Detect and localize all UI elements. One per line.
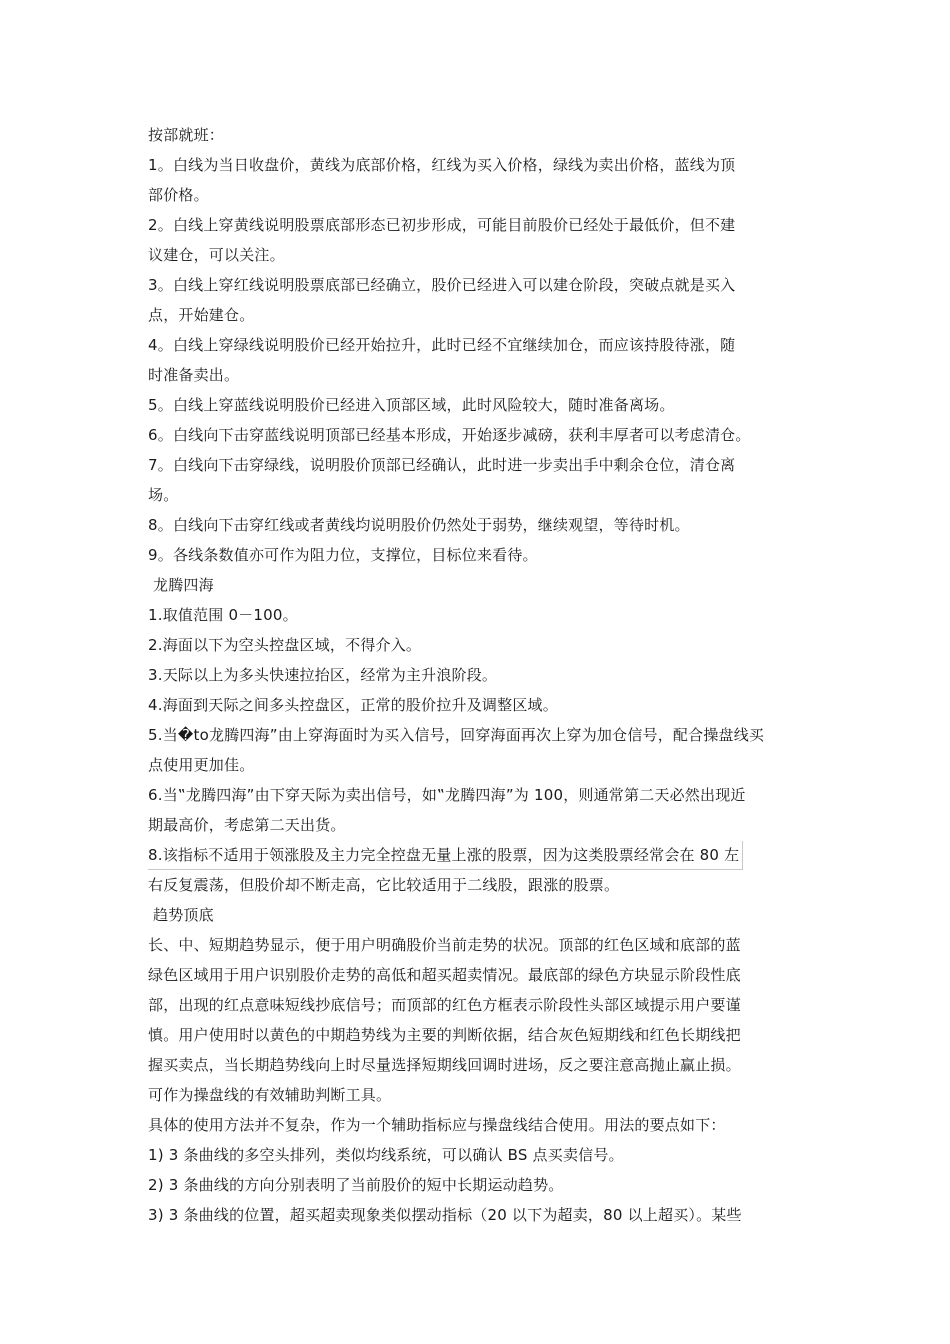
text-line: 7。白线向下击穿绿线，说明股价顶部已经确认，此时进一步卖出手中剩余仓位，清仓离 — [148, 456, 736, 474]
text-line: 部，出现的红点意味短线抄底信号；而顶部的红色方框表示阶段性头部区域提示用户要谨 — [148, 996, 741, 1014]
text-line: 3.天际以上为多头快速拉抬区，经常为主升浪阶段。 — [148, 666, 498, 684]
document-body — [148, 120, 808, 1230]
text-line: 8。白线向下击穿红线或者黄线均说明股价仍然处于弱势，继续观望，等待时机。 — [148, 516, 690, 534]
text-line: 点，开始建仓。 — [148, 306, 255, 324]
text-line: 5.当�to龙腾四海”由上穿海面时为买入信号，回穿海面再次上穿为加仓信号，配合操盘线买 — [148, 726, 765, 744]
text-line: 右反复震荡，但股价却不断走高，它比较适用于二线股，跟涨的股票。 — [148, 876, 620, 894]
text-line: 1。白线为当日收盘价，黄线为底部价格，红线为买入价格，绿线为卖出价格，蓝线为顶 — [148, 156, 736, 174]
boxed-text: 8.该指标不适用于领涨股及主力完全控盘无量上涨的股票，因为这类股票经常会在 80 左 — [148, 841, 743, 870]
text-line: 慎。用户使用时以黄色的中期趋势线为主要的判断依据，结合灰色短期线和红色长期线把 — [148, 1026, 741, 1044]
text-line: 长、中、短期趋势显示，便于用户明确股价当前走势的状况。顶部的红色区域和底部的蓝 — [148, 936, 741, 954]
text-line: 2) 3 条曲线的方向分别表明了当前股价的短中长期运动趋势。 — [148, 1176, 564, 1194]
text-line: 2.海面以下为空头控盘区域，不得介入。 — [148, 636, 422, 654]
text-line: 5。白线上穿蓝线说明股价已经进入顶部区域，此时风险较大，随时准备离场。 — [148, 396, 675, 414]
text-line: 1) 3 条曲线的多空头排列，类似均线系统，可以确认 BS 点买卖信号。 — [148, 1146, 624, 1164]
text-line: 议建仓，可以关注。 — [148, 246, 285, 264]
text-line: 3。白线上穿红线说明股票底部已经确立，股价已经进入可以建仓阶段，突破点就是买入 — [148, 276, 736, 294]
text-line: 握买卖点，当长期趋势线向上时尽量选择短期线回调时进场，反之要注意高抛止赢止损。 — [148, 1056, 741, 1074]
text-line: 9。各线条数值亦可作为阻力位，支撑位，目标位来看待。 — [148, 546, 538, 564]
text-line: 4.海面到天际之间多头控盘区，正常的股价拉升及调整区域。 — [148, 696, 558, 714]
text-line: 场。 — [148, 486, 179, 504]
text-line: 3) 3 条曲线的位置，超买超卖现象类似摆动指标（20 以下为超卖，80 以上超买）。某些 — [148, 1206, 742, 1224]
text-line: 期最高价，考虑第二天出货。 — [148, 816, 346, 834]
text-line: 1.取值范围 0－100。 — [148, 606, 298, 624]
text-line: 可作为操盘线的有效辅助判断工具。 — [148, 1086, 392, 1104]
text-line: 绿色区域用于用户识别股价走势的高低和超买超卖情况。最底部的绿色方块显示阶段性底 — [148, 966, 741, 984]
text-line: 6。白线向下击穿蓝线说明顶部已经基本形成，开始逐步减磅，获利丰厚者可以考虑清仓。 — [148, 426, 751, 444]
text-line: 具体的使用方法并不复杂，作为一个辅助指标应与操盘线结合使用。用法的要点如下： — [148, 1116, 726, 1134]
section-heading: 趋势顶底 — [153, 906, 214, 924]
text-line-boxed — [148, 840, 808, 870]
text-line: 2。白线上穿黄线说明股票底部形态已初步形成，可能目前股价已经处于最低价，但不建 — [148, 216, 736, 234]
text-line: 点使用更加佳。 — [148, 756, 255, 774]
text-line: 6.当‟龙腾四海”由下穿天际为卖出信号，如‟龙腾四海”为 100，则通常第二天必然出现近 — [148, 786, 746, 804]
text-line: 时准备卖出。 — [148, 366, 240, 384]
section-heading: 按部就班： — [148, 126, 225, 144]
text-line: 部价格。 — [148, 186, 209, 204]
section-heading: 龙腾四海 — [153, 576, 214, 594]
text-line: 4。白线上穿绿线说明股价已经开始拉升，此时已经不宜继续加仓，而应该持股待涨，随 — [148, 336, 736, 354]
